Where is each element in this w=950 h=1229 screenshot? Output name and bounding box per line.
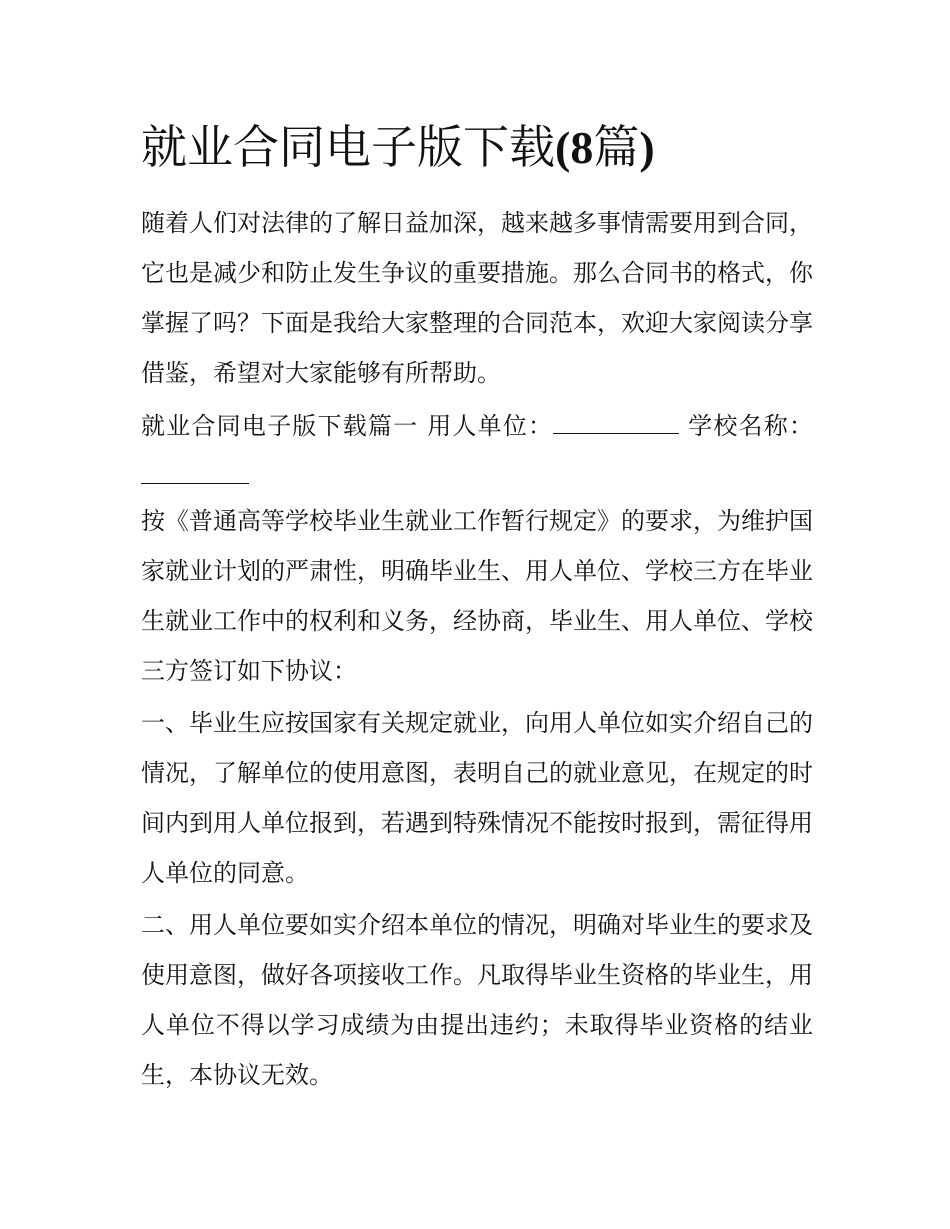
preamble-paragraph: 按《普通高等学校毕业生就业工作暂行规定》的要求，为维护国家就业计划的严肃性，明确毕业生、用人单位、学校三方在毕业生就业工作中的权利和义务，经协商，毕业生、用人单位、学校三方签订如下协议：	[141, 507, 813, 685]
employer-blank-line	[553, 413, 679, 434]
section-heading: 就业合同电子版下载篇一 用人单位：	[141, 412, 554, 440]
intro-paragraph: 随着人们对法律的了解日益加深，越来越多事情需要用到合同，它也是减少和防止发生争议的重要措施。那么合同书的格式，你掌握了吗？下面是我给大家整理的合同范本，欢迎大家阅读分享借鉴，希望对大家能够有所帮助。	[141, 209, 813, 387]
clause-1-paragraph: 一、毕业生应按国家有关规定就业，向用人单位如实介绍自己的情况，了解单位的使用意图，表明自己的就业意见，在规定的时间内到用人单位报到，若遇到特殊情况不能按时报到，需征得用人单位的同意。	[141, 709, 813, 887]
school-name-label: 学校名称：	[679, 412, 813, 440]
section-heading-line	[141, 401, 813, 501]
document-title: 就业合同电子版下载(8篇)	[141, 120, 655, 174]
school-blank-line	[141, 463, 249, 484]
clause-2-paragraph: 二、用人单位要如实介绍本单位的情况，明确对毕业生的要求及使用意图，做好各项接收工作。凡取得毕业生资格的毕业生，用人单位不得以学习成绩为由提出违约；未取得毕业资格的结业生，本协议无效。	[141, 911, 813, 1089]
